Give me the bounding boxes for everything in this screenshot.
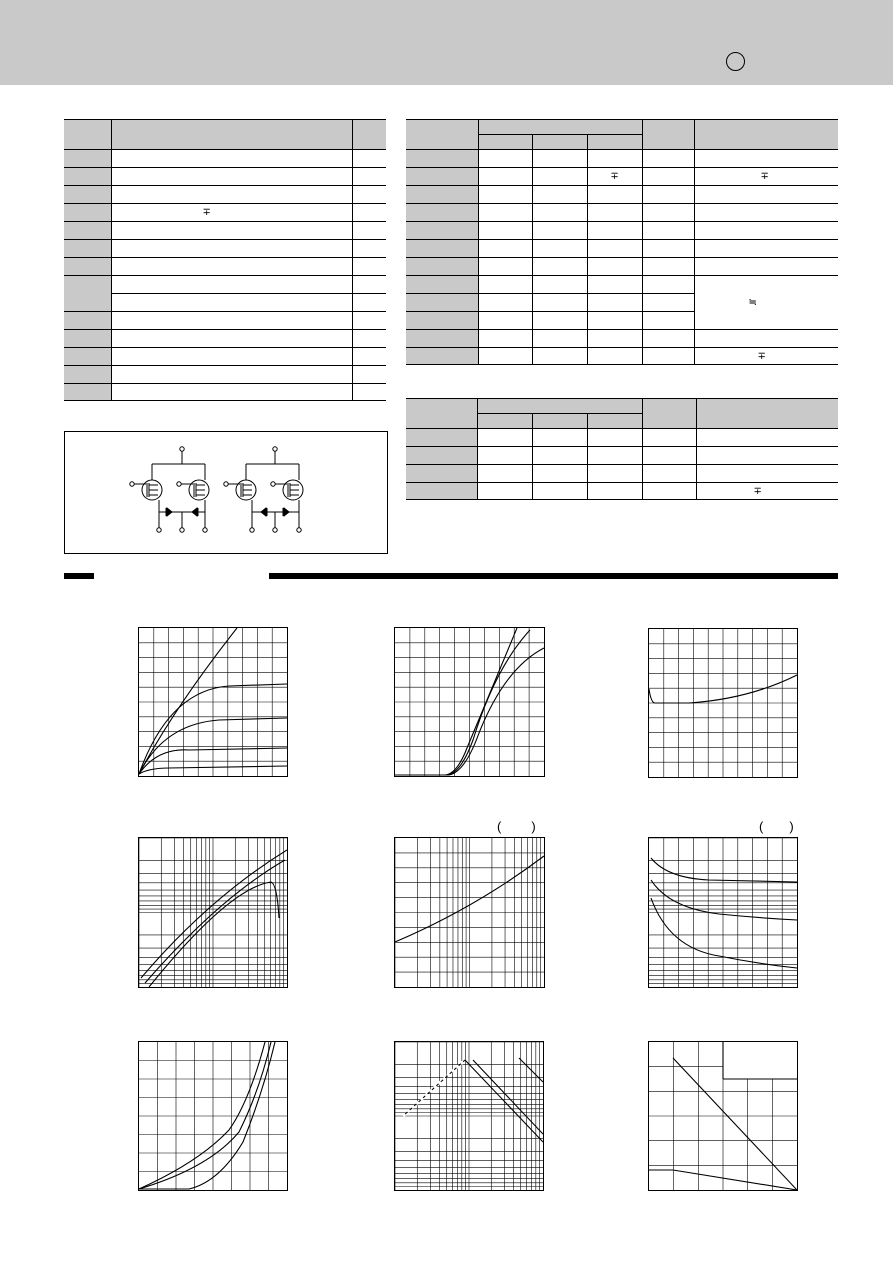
paren-group-2: ( ) [759,819,794,834]
graph-power-derating [648,1041,798,1191]
char-row [406,204,478,222]
ratings-row [64,384,111,401]
char-row [406,150,478,168]
ratings-row [64,330,111,348]
char-row [406,222,478,240]
circle-icon [726,52,745,71]
approx-equal-symbol: ≒ [748,297,757,308]
char-row [406,186,478,204]
minus-plus-symbol: ∓ [760,171,769,182]
graph-transfer-characteristics-plot [395,628,544,776]
switching-row [406,447,477,465]
graph-safe-operating-area-plot [395,1042,543,1190]
ratings-row [64,204,111,222]
switching-characteristics-table [406,398,838,500]
graph-capacitance-vs-voltage [394,837,545,988]
graph-forward-transfer-admittance [138,837,288,988]
ratings-row [64,222,111,240]
graph-capacitance-plot [395,838,544,987]
ratings-row [64,348,111,366]
graph-gate-charge [138,1041,288,1191]
ratings-row [64,186,111,204]
graph-on-resistance-vs-current [648,628,798,778]
graph-output-characteristics [138,627,288,777]
section-bar-left [64,573,94,579]
ratings-table [64,119,386,401]
char-row [406,240,478,258]
graph-power-derating-plot [649,1042,797,1190]
char-row [406,258,478,276]
minus-plus-symbol: ∓ [202,207,211,218]
char-row [406,294,478,312]
ratings-row [64,150,111,168]
graph-output-characteristics-plot [139,628,287,776]
graph-capacitance-characteristics [648,837,798,988]
electrical-characteristics-table [406,119,838,365]
ratings-row [64,312,111,330]
switching-row [406,465,477,483]
circuit-diagram [64,431,388,554]
minus-plus-symbol: ∓ [757,350,766,362]
dual-mosfet-circuit-icon [65,432,387,553]
graph-gate-charge-plot [139,1042,287,1190]
char-row [406,312,478,330]
header-band [0,0,893,85]
paren-group-1: ( ) [497,819,536,834]
ratings-row [64,276,111,312]
char-row [406,330,478,348]
char-row [406,168,478,186]
graph-forward-transfer-admittance-plot [139,838,287,987]
char-row [406,276,478,294]
switching-row [406,483,477,500]
switching-row [406,429,477,447]
ratings-row [64,366,111,384]
char-row [406,348,478,365]
section-bar-right [269,573,838,579]
graph-on-resistance-plot [649,629,797,777]
graph-transfer-characteristics [394,627,545,777]
graph-capacitance-characteristics-plot [649,838,797,987]
ratings-row [64,168,111,186]
minus-plus-symbol: ∓ [610,171,619,182]
minus-plus-symbol: ∓ [753,485,762,497]
ratings-row [64,240,111,258]
ratings-row [64,258,111,276]
graph-safe-operating-area [394,1041,544,1191]
